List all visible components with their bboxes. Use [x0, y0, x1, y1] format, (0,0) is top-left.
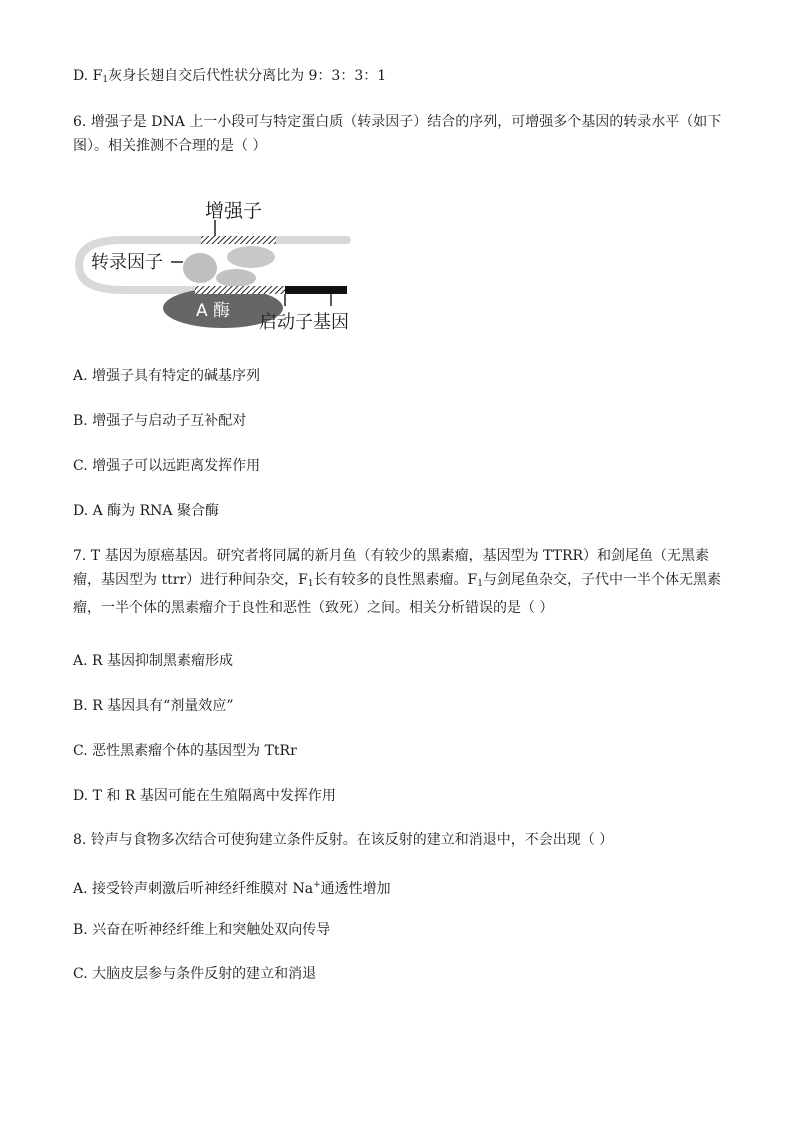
label-transcription-factor: 转录因子 — [91, 252, 163, 273]
promoter-segment — [195, 286, 285, 294]
q8-option-b: B. 兴奋在听神经纤维上和突触处双向传导 — [73, 922, 331, 938]
q6-option-b: B. 增强子与启动子互补配对 — [73, 413, 247, 429]
transcription-factor-3 — [216, 269, 256, 287]
q7-option-a: A. R 基因抑制黑素瘤形成 — [73, 653, 234, 669]
q6-option-d: D. A 酶为 RNA 聚合酶 — [73, 503, 219, 519]
transcription-factor-1 — [183, 253, 217, 283]
transcription-factor-2 — [227, 246, 275, 268]
enhancer-diagram — [73, 190, 373, 340]
q6-option-c: C. 增强子可以远距离发挥作用 — [73, 458, 261, 474]
q8-stem: 8. 铃声与食物多次结合可使狗建立条件反射。在该反射的建立和消退中，不会出现（ ） — [73, 832, 614, 848]
q7-option-c: C. 恶性黑素瘤个体的基因型为 TtRr — [73, 743, 297, 759]
label-enhancer: 增强子 — [205, 200, 263, 222]
q7-stem: 7. T 基因为原癌基因。研究者将同属的新月鱼（有较少的黑素瘤，基因型为 TTRR）和剑尾鱼（无黑素瘤，基因型为 ttrr）进行种间杂交，$F_1$长有较多的良性黑素瘤。$F_1$与剑尾鱼杂交，子代中一半个体无黑素瘤，一半个体的黑素瘤介于良性和恶性（致死）之间。相关分析错误的是（ ） — [73, 548, 721, 616]
gene-segment — [285, 286, 347, 294]
label-enzyme-a: A 酶 — [196, 301, 231, 321]
q8-option-c: C. 大脑皮层参与条件反射的建立和消退 — [73, 966, 317, 982]
q6-option-a: A. 增强子具有特定的碱基序列 — [73, 368, 261, 384]
prev-option-d: D. $F_1$灰身长翅自交后代性状分离比为 9：3：3：1 — [73, 68, 387, 85]
q6-stem: 6. 增强子是 DNA 上一小段可与特定蛋白质（转录因子）结合的序列，可增强多个基因的转录水平（如下图）。相关推测不合理的是（ ） — [73, 114, 722, 154]
label-promoter-gene: 启动子基因 — [259, 312, 349, 333]
enhancer-segment — [201, 236, 276, 244]
q8-option-a: A. 接受铃声刺激后听神经纤维膜对 Na+通透性增加 — [73, 880, 391, 897]
q7-option-b: B. R 基因具有“剂量效应” — [73, 698, 234, 714]
q7-option-d: D. T 和 R 基因可能在生殖隔离中发挥作用 — [73, 788, 336, 804]
